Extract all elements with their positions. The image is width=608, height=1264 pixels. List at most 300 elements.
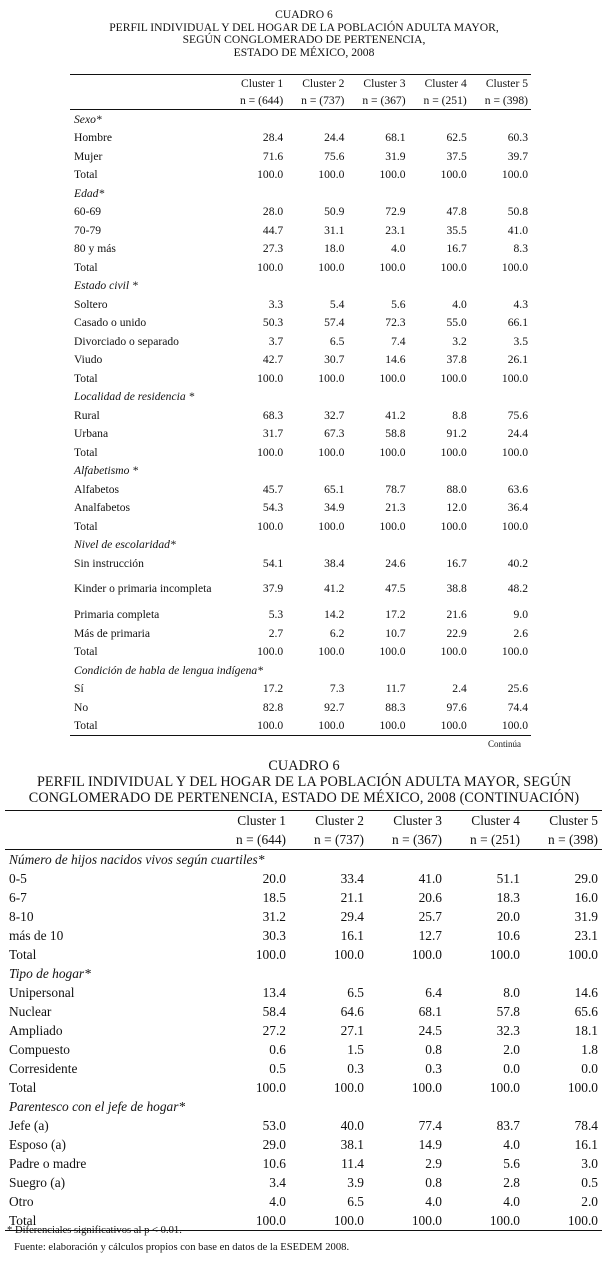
cell-value: 100.0: [333, 946, 364, 962]
cell-value: 30.7: [324, 353, 345, 367]
section-header-row: [5, 964, 602, 983]
cell-value: 62.5: [446, 131, 467, 145]
cell-value: 4.0: [269, 1193, 286, 1209]
row-label: No: [74, 700, 89, 714]
table-row: [5, 1135, 602, 1154]
cell-value: 47.8: [446, 205, 467, 219]
cell-value: 100.0: [411, 946, 442, 962]
cell-value: 28.0: [262, 205, 284, 219]
cell-value: 0.5: [581, 1174, 598, 1190]
row-label: Analfabetos: [74, 501, 131, 515]
section-title: Nivel de escolaridad*: [74, 538, 176, 552]
cell-value: 29.0: [574, 870, 598, 886]
cell-value: 14.6: [385, 353, 406, 367]
section-header-row: [70, 388, 531, 407]
cell-value: 100.0: [255, 946, 286, 962]
cell-value: 53.0: [262, 1117, 286, 1133]
cell-value: 0.3: [425, 1060, 442, 1076]
column-n: n = (737): [290, 830, 368, 850]
cell-value: 55.0: [446, 316, 467, 330]
cell-value: 100.0: [379, 260, 406, 274]
row-label: 80 y más: [74, 242, 116, 256]
cell-value: 5.6: [391, 297, 406, 311]
cell-value: 3.4: [269, 1174, 286, 1190]
row-label: Total: [74, 260, 98, 274]
cell-value: 100.0: [257, 371, 284, 385]
table-row: [5, 945, 602, 964]
cell-value: 4.3: [513, 297, 528, 311]
row-label: Sin instrucción: [74, 556, 144, 570]
cell-value: 44.7: [262, 223, 284, 237]
table-row: [70, 240, 531, 259]
row-label: Corresidente: [9, 1060, 78, 1076]
cell-value: 37.9: [262, 582, 284, 595]
cell-value: 100.0: [318, 260, 345, 274]
cell-value: 100.0: [409, 717, 470, 736]
cell-value: 28.4: [262, 131, 284, 145]
cell-value: 100.0: [286, 717, 347, 736]
cell-value: 100.0: [368, 1211, 446, 1231]
cell-value: 100.0: [255, 1079, 286, 1095]
column-header: Cluster 1: [212, 811, 290, 831]
section-header-row: [5, 850, 602, 870]
row-label: Total: [5, 1211, 212, 1231]
row-label: Total: [9, 946, 37, 962]
cell-value: 4.0: [452, 297, 467, 311]
cell-value: 64.6: [340, 1003, 364, 1019]
cell-value: 30.3: [262, 927, 286, 943]
cell-value: 100.0: [501, 260, 528, 274]
cell-value: 54.3: [262, 501, 284, 515]
cell-value: 2.7: [268, 626, 284, 640]
table-row: [5, 1040, 602, 1059]
cell-value: 37.5: [446, 149, 467, 163]
cell-value: 100.0: [318, 519, 345, 533]
cell-value: 4.0: [425, 1193, 442, 1209]
cell-value: 41.2: [324, 582, 345, 595]
cell-value: 7.4: [391, 334, 406, 348]
column-n: n = (644): [225, 92, 286, 110]
table-row: [5, 1002, 602, 1021]
column-header: Cluster 5: [524, 811, 602, 831]
row-label: Total: [74, 445, 98, 459]
cell-value: 88.0: [446, 482, 467, 496]
column-header: Cluster 2: [290, 811, 368, 831]
cell-value: 26.1: [507, 353, 528, 367]
cell-value: 36.4: [507, 501, 528, 515]
cell-value: 0.6: [269, 1041, 286, 1057]
table-row: [70, 717, 531, 736]
section-title: Sexo*: [74, 112, 102, 126]
section-header-row: [70, 661, 531, 680]
cell-value: 25.7: [418, 908, 442, 924]
section-title: Condición de habla de lengua indígena*: [74, 663, 264, 677]
table-row: [70, 425, 531, 444]
row-label: Alfabetos: [74, 482, 120, 496]
cell-value: 21.1: [340, 889, 364, 905]
cell-value: 88.3: [385, 700, 406, 714]
cell-value: 31.9: [574, 908, 598, 924]
cell-value: 100.0: [501, 168, 528, 182]
cell-value: 100.0: [567, 946, 598, 962]
cell-value: 50.8: [507, 205, 528, 219]
row-label: Soltero: [74, 297, 108, 311]
row-label: Total: [9, 1079, 37, 1095]
cell-value: 8.0: [503, 984, 520, 1000]
table-row: [70, 369, 531, 388]
row-label: Ampliado: [9, 1022, 63, 1038]
cell-value: 68.1: [385, 131, 406, 145]
row-label: Esposo (a): [9, 1136, 66, 1152]
column-n: n = (398): [470, 92, 531, 110]
table2-title-line: PERFIL INDIVIDUAL Y DEL HOGAR DE LA POBLACIÓN ADULTA MAYOR, SEGÚN: [36, 774, 572, 790]
table2-body: [5, 850, 602, 1231]
table1-title-line: ESTADO DE MÉXICO, 2008: [233, 45, 375, 59]
cell-value: 41.0: [507, 223, 528, 237]
table1-title-line: CUADRO 6: [275, 8, 333, 21]
row-label: Total: [74, 371, 98, 385]
cell-value: 29.0: [262, 1136, 286, 1152]
section-title: Localidad de residencia *: [74, 390, 195, 404]
cell-value: 24.5: [418, 1022, 442, 1038]
table-row: [70, 147, 531, 166]
table1-header-row: [70, 75, 531, 93]
cell-value: 0.0: [581, 1060, 598, 1076]
table-row: [5, 888, 602, 907]
cell-value: 100.0: [440, 371, 467, 385]
cell-value: 2.0: [503, 1041, 520, 1057]
row-label: Viudo: [74, 353, 103, 367]
table-row: [5, 1154, 602, 1173]
cell-value: 16.1: [340, 927, 364, 943]
cell-value: 22.9: [446, 626, 467, 640]
cell-value: 100.0: [257, 445, 284, 459]
cell-value: 3.3: [268, 297, 284, 311]
source-note: Fuente: elaboración y cálculos propios con base en datos de la ESEDEM 2008.: [14, 1242, 350, 1253]
cell-value: 11.4: [341, 1155, 364, 1171]
column-header: Cluster 2: [286, 75, 347, 93]
table-row: [5, 1078, 602, 1097]
cell-value: 27.2: [262, 1022, 286, 1038]
table-row: [70, 624, 531, 643]
column-n: n = (644): [212, 830, 290, 850]
table-row: [5, 983, 602, 1002]
cell-value: 63.6: [507, 482, 528, 496]
cell-value: 11.7: [385, 682, 406, 696]
column-header: Cluster 1: [225, 75, 286, 93]
column-n: n = (251): [409, 92, 470, 110]
cell-value: 6.5: [347, 1193, 364, 1209]
row-label: Primaria completa: [74, 608, 160, 622]
cell-value: 100.0: [379, 371, 406, 385]
cell-value: 25.6: [507, 682, 528, 696]
cell-value: 78.7: [385, 482, 406, 496]
cell-value: 72.3: [385, 316, 406, 330]
row-label: Total: [74, 519, 98, 533]
cell-value: 6.5: [347, 984, 364, 1000]
cell-value: 0.3: [347, 1060, 364, 1076]
cell-value: 2.6: [513, 626, 528, 640]
cell-value: 100.0: [318, 168, 345, 182]
cell-value: 16.7: [446, 242, 467, 256]
cell-value: 8.3: [513, 242, 528, 256]
row-label: Suegro (a): [9, 1174, 66, 1190]
section-title: Edad*: [74, 186, 105, 200]
cell-value: 54.1: [262, 556, 284, 570]
cell-value: 20.0: [496, 908, 520, 924]
cell-value: 100.0: [257, 168, 284, 182]
cell-value: 50.3: [262, 316, 284, 330]
table-row: [70, 643, 531, 662]
cell-value: 14.2: [324, 608, 345, 622]
cell-value: 100.0: [318, 371, 345, 385]
table-row: [70, 606, 531, 625]
cell-value: 1.8: [581, 1041, 598, 1057]
cell-value: 17.2: [385, 608, 406, 622]
cell-value: 0.0: [503, 1060, 520, 1076]
row-label: Unipersonal: [9, 984, 75, 1000]
cell-value: 8.8: [452, 408, 467, 422]
cell-value: 50.9: [324, 205, 345, 219]
cell-value: 100.0: [379, 519, 406, 533]
cell-value: 100.0: [440, 445, 467, 459]
cell-value: 72.9: [385, 205, 406, 219]
column-header: Cluster 4: [409, 75, 470, 93]
cell-value: 48.2: [507, 582, 528, 595]
cell-value: 83.7: [496, 1117, 520, 1133]
cell-value: 32.3: [496, 1022, 520, 1038]
table2-title: [0, 758, 608, 806]
row-label: Sí: [74, 682, 84, 696]
table-row: [70, 517, 531, 536]
cell-value: 58.4: [262, 1003, 286, 1019]
cell-value: 18.0: [324, 242, 345, 256]
cell-value: 10.6: [262, 1155, 286, 1171]
cell-value: 41.2: [385, 408, 406, 422]
row-label: Kinder o primaria incompleta: [74, 582, 212, 595]
cell-value: 100.0: [440, 519, 467, 533]
section-title: Alfabetismo *: [74, 464, 139, 478]
cell-value: 100.0: [379, 168, 406, 182]
cell-value: 4.0: [503, 1193, 520, 1209]
row-label: Compuesto: [9, 1041, 71, 1057]
cell-value: 38.1: [340, 1136, 364, 1152]
column-n: n = (398): [524, 830, 602, 850]
cell-value: 12.7: [418, 927, 442, 943]
footnote: * Diferenciales significativos al p < 0.01.: [7, 1225, 182, 1236]
section-header-row: [70, 277, 531, 296]
cell-value: 60.3: [507, 131, 528, 145]
column-header: Cluster 4: [446, 811, 524, 831]
cell-value: 18.1: [574, 1022, 598, 1038]
cell-value: 23.1: [574, 927, 598, 943]
cell-value: 20.6: [418, 889, 442, 905]
cell-value: 16.7: [446, 556, 467, 570]
row-label: más de 10: [9, 927, 64, 943]
table-row: [5, 1059, 602, 1078]
cell-value: 75.6: [507, 408, 528, 422]
cell-value: 100.0: [257, 519, 284, 533]
header-empty: [5, 811, 212, 831]
cell-value: 38.4: [324, 556, 345, 570]
cell-value: 100.0: [225, 717, 286, 736]
cell-value: 29.4: [340, 908, 364, 924]
cell-value: 100.0: [440, 645, 467, 659]
cell-value: 5.3: [268, 608, 284, 622]
cell-value: 92.7: [324, 700, 345, 714]
table-row: [70, 295, 531, 314]
table-row: [70, 698, 531, 717]
table-row: [70, 573, 531, 606]
row-label: Nuclear: [9, 1003, 52, 1019]
row-label: 70-79: [74, 223, 102, 237]
cell-value: 100.0: [489, 946, 520, 962]
cell-value: 57.8: [496, 1003, 520, 1019]
cell-value: 68.1: [418, 1003, 442, 1019]
row-label: Casado o unido: [74, 316, 147, 330]
cell-value: 31.1: [324, 223, 345, 237]
cell-value: 18.3: [496, 889, 520, 905]
cell-value: 27.3: [262, 242, 284, 256]
cell-value: 100.0: [347, 717, 408, 736]
cell-value: 6.2: [329, 626, 345, 640]
table-row: [70, 351, 531, 370]
cell-value: 9.0: [513, 608, 528, 622]
cell-value: 100.0: [440, 168, 467, 182]
table2-title-line: CONGLOMERADO DE PERTENENCIA, ESTADO DE MÉXICO, 2008 (CONTINUACIÓN): [28, 790, 580, 806]
cell-value: 100.0: [501, 519, 528, 533]
row-label: Más de primaria: [74, 626, 150, 640]
table-row: [5, 1173, 602, 1192]
table-row: [5, 1116, 602, 1135]
cell-value: 100.0: [501, 371, 528, 385]
cell-value: 40.2: [507, 556, 528, 570]
cell-value: 32.7: [324, 408, 345, 422]
section-header-row: [70, 184, 531, 203]
cell-value: 0.8: [425, 1174, 442, 1190]
table-row: [70, 499, 531, 518]
cell-value: 65.6: [574, 1003, 598, 1019]
cell-value: 40.0: [340, 1117, 364, 1133]
cell-value: 21.3: [385, 501, 406, 515]
cell-value: 77.4: [418, 1117, 442, 1133]
table-row: [5, 1021, 602, 1040]
row-label: Mujer: [74, 149, 103, 163]
section-header-row: [70, 536, 531, 555]
section-title: Tipo de hogar*: [9, 965, 91, 981]
row-label: Padre o madre: [9, 1155, 87, 1171]
cell-value: 31.2: [262, 908, 286, 924]
cell-value: 100.0: [212, 1211, 290, 1231]
row-label: 60-69: [74, 205, 102, 219]
table-row: [70, 203, 531, 222]
cell-value: 100.0: [567, 1079, 598, 1095]
cell-value: 1.5: [347, 1041, 364, 1057]
table-row: [70, 221, 531, 240]
cell-value: 58.8: [385, 427, 406, 441]
cell-value: 75.6: [324, 149, 345, 163]
cell-value: 71.6: [262, 149, 284, 163]
cell-value: 67.3: [324, 427, 345, 441]
cell-value: 100.0: [257, 645, 284, 659]
cell-value: 82.8: [262, 700, 284, 714]
cell-value: 24.4: [324, 131, 345, 145]
column-header: Cluster 5: [470, 75, 531, 93]
cell-value: 65.1: [324, 482, 345, 496]
column-n: n = (367): [347, 92, 408, 110]
cell-value: 2.9: [425, 1155, 442, 1171]
cell-value: 3.0: [581, 1155, 598, 1171]
cell-value: 20.0: [262, 870, 286, 886]
table2-block: [0, 758, 608, 1253]
row-label: Rural: [74, 408, 100, 422]
cell-value: 10.7: [385, 626, 406, 640]
section-header-row: [70, 110, 531, 129]
table-row: [70, 443, 531, 462]
cell-value: 47.5: [385, 582, 406, 595]
cell-value: 100.0: [379, 445, 406, 459]
cell-value: 51.1: [496, 870, 520, 886]
table-row: [5, 1192, 602, 1211]
table1-title-line: PERFIL INDIVIDUAL Y DEL HOGAR DE LA POBLACIÓN ADULTA MAYOR,: [109, 20, 499, 34]
row-label: Total: [74, 168, 98, 182]
cell-value: 24.4: [507, 427, 528, 441]
row-label: Total: [70, 717, 225, 736]
cell-value: 21.6: [446, 608, 467, 622]
cell-value: 100.0: [318, 445, 345, 459]
cell-value: 16.1: [574, 1136, 598, 1152]
cell-value: 6.4: [425, 984, 442, 1000]
cell-value: 24.6: [385, 556, 406, 570]
cell-value: 14.6: [574, 984, 598, 1000]
header-empty: [70, 92, 225, 110]
cell-value: 100.0: [501, 645, 528, 659]
cell-value: 0.5: [269, 1060, 286, 1076]
cell-value: 74.4: [507, 700, 528, 714]
table-row: [70, 166, 531, 185]
cell-value: 68.3: [262, 408, 284, 422]
cell-value: 2.4: [452, 682, 467, 696]
cell-value: 100.0: [318, 645, 345, 659]
cell-value: 78.4: [574, 1117, 598, 1133]
cell-value: 3.5: [513, 334, 528, 348]
cell-value: 13.4: [262, 984, 286, 1000]
table1: [70, 74, 531, 736]
cell-value: 42.7: [262, 353, 284, 367]
section-title: Número de hijos nacidos vivos según cuartiles*: [9, 851, 265, 867]
cell-value: 23.1: [385, 223, 406, 237]
cell-value: 10.6: [496, 927, 520, 943]
cell-value: 100.0: [440, 260, 467, 274]
cell-value: 4.0: [503, 1136, 520, 1152]
table1-body: [70, 110, 531, 736]
cell-value: 91.2: [446, 427, 467, 441]
cell-value: 17.2: [262, 682, 284, 696]
cell-value: 38.8: [446, 582, 467, 595]
continua-label: Continúa: [488, 739, 521, 749]
cell-value: 14.9: [418, 1136, 442, 1152]
cell-value: 66.1: [507, 316, 528, 330]
row-label: 0-5: [9, 870, 27, 886]
table-row: [5, 926, 602, 945]
cell-value: 5.4: [329, 297, 345, 311]
table1-title-line: SEGÚN CONGLOMERADO DE PERTENENCIA,: [182, 33, 426, 46]
cell-value: 31.7: [262, 427, 284, 441]
cell-value: 100.0: [257, 260, 284, 274]
row-label: 8-10: [9, 908, 34, 924]
column-n: n = (737): [286, 92, 347, 110]
section-title: Parentesco con el jefe de hogar*: [9, 1098, 186, 1114]
